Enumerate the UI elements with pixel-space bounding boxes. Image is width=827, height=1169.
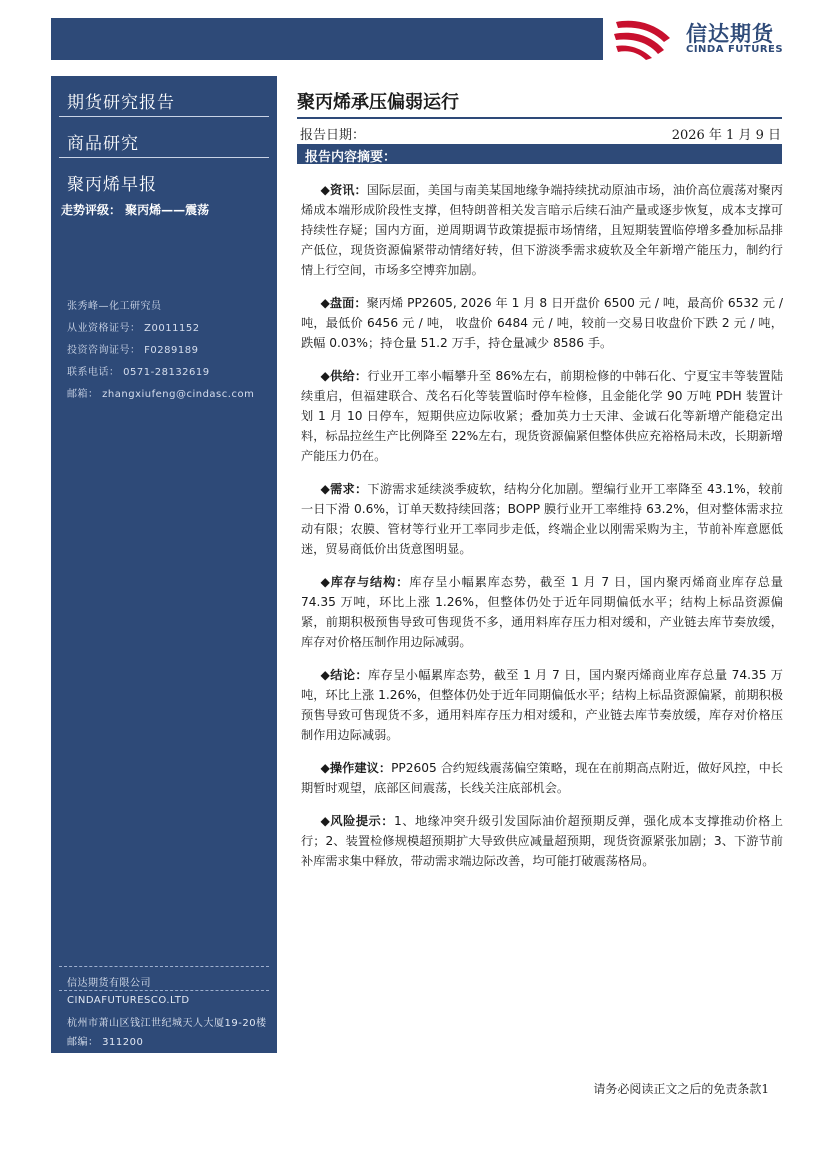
report-content (301, 180, 783, 884)
sidebar-dotted-divider (59, 966, 269, 967)
section-demand (301, 479, 783, 559)
sidebar-title-report-type: 期货研究报告 (67, 93, 175, 113)
section-market (301, 293, 783, 353)
logo-mark-icon (612, 16, 682, 60)
sidebar-divider (59, 116, 269, 117)
sidebar-title-product: 聚丙烯早报 (67, 175, 157, 195)
section-news (301, 180, 783, 280)
sidebar-title-category: 商品研究 (67, 134, 139, 154)
report-title: 聚丙烯承压偏弱运行 (297, 92, 459, 113)
qualification-number: 从业资格证号： Z0011152 (67, 323, 200, 334)
section-heading: ◆资讯： (320, 183, 367, 197)
section-body: 库存呈小幅累库态势，截至 1 月 7 日，国内聚丙烯商业库存总量 74.35 万吨，环比上涨 1.26%，但整体仍处于近年同期偏低水平；结构上标品资源偏紧，前期积极预售导致可售现货不多，通用料库存压力相对缓和，产业链去库节奏放缓，库存对价格压制作用边际减弱。 (301, 575, 783, 649)
analyst-name: 张秀峰—化工研究员 (67, 301, 162, 312)
section-heading: ◆需求： (320, 482, 368, 496)
section-heading: ◆风险提示： (320, 814, 394, 828)
section-inventory (301, 572, 783, 652)
report-date-label: 报告日期： (300, 128, 366, 143)
section-body: 行业开工率小幅攀升至 86%左右，前期检修的中韩石化、宁夏宝丰等装置陆续重启，但福建联合、茂名石化等装置临时停车检修，且金能化学 90 万吨 PDH 装置计划 1 月 10 日停车，短期供应边际收紧；叠加英力士天津、金诚石化等新增产能稳定出料，标品拉丝生产比例降至 22%左右，现货资源偏紧但整体供应充裕格局未改，长期新增产能压力仍在。 (301, 369, 784, 463)
section-conclusion (301, 665, 783, 745)
title-rule (297, 117, 782, 119)
summary-header (297, 144, 782, 164)
company-postcode: 邮编： 311200 (67, 1037, 144, 1048)
phone-number: 联系电话： 0571-28132619 (67, 367, 210, 378)
section-body: 1、地缘冲突升级引发国际油价超预期反弹，强化成本支撑推动价格上行；2、装置检修规模超预期扩大导致供应减量超预期，现货资源紧张加剧；3、下游节前补库需求集中释放，带动需求端边际改善，均可能打破震荡格局。 (301, 814, 783, 868)
disclaimer-note: 请务必阅读正文之后的免责条款1 (593, 1082, 769, 1096)
logo-name-cn: 信达期货 (686, 22, 774, 46)
section-operation (301, 758, 783, 798)
section-body: 国际层面，美国与南美某国地缘争端持续扰动原油市场，油价高位震荡对聚丙烯成本端形成阶段性支撑，但特朗普相关发言暗示后续石油产量或逐步恢复，成本支撑可持续性存疑；国内方面，逆周期调节政策提振市场情绪，且短期装置临停增多叠加标品排产低位，现货资源偏紧带动情绪好转，但下游淡季需求疲软及全年新增产能压力，制约行情上行空间，市场多空博弈加剧。 (301, 183, 783, 277)
company-logo (612, 16, 802, 60)
header-banner (51, 18, 603, 60)
company-name-cn: 信达期货有限公司 (67, 978, 151, 989)
sidebar (51, 76, 277, 1053)
section-heading: ◆结论： (320, 668, 368, 682)
section-heading: ◆操作建议： (320, 761, 392, 775)
sidebar-dotted-divider (59, 990, 269, 991)
email-address: 邮箱： zhangxiufeng@cindasc.com (67, 389, 255, 400)
company-name-en: CINDAFUTURESCO.LTD (67, 995, 190, 1006)
section-heading: ◆库存与结构： (320, 575, 410, 589)
summary-title: 报告内容摘要： (305, 150, 397, 165)
section-body: 库存呈小幅累库态势，截至 1 月 7 日，国内聚丙烯商业库存总量 74.35 万吨，环比上涨 1.26%，但整体仍处于近年同期偏低水平；结构上标品资源偏紧，前期积极预售导致可售现货不多，通用料库存压力相对缓和，产业链去库节奏放缓，库存对价格压制作用边际减弱。 (301, 668, 783, 742)
section-body: 聚丙烯 PP2605, 2026 年 1 月 8 日开盘价 6500 元 / 吨，最高价 6532 元 / 吨，最低价 6456 元 / 吨， 收盘价 6484 元 / 吨，较前一交易日收盘价下跌 2 元 / 吨，跌幅 0.03%；持仓量 51.2 万手，持仓量减少 8586 手。 (301, 296, 783, 350)
sidebar-divider (59, 157, 269, 158)
section-body: PP2605 合约短线震荡偏空策略，现在在前期高点附近，做好风控，中长期暂时观望，底部区间震荡，长线关注底部机会。 (301, 761, 783, 795)
consulting-number: 投资咨询证号： F0289189 (67, 345, 199, 356)
section-heading: ◆盘面： (320, 296, 367, 310)
company-address: 杭州市萧山区钱江世纪城天人大厦19-20楼 (67, 1018, 267, 1029)
report-date-value: 2026 年 1 月 9 日 (671, 128, 781, 143)
section-risk (301, 811, 783, 871)
logo-name-en: CINDA FUTURES (686, 44, 784, 55)
section-body: 下游需求延续淡季疲软，结构分化加剧。塑编行业开工率降至 43.1%，较前一日下滑 0.6%，订单天数持续回落；BOPP 膜行业开工率维持 63.2%，但对整体需求拉动有限；农膜、管材等行业开工率同步走低，终端企业以刚需采购为主，节前补库意愿低迷，贸易商低价出货意图明显。 (301, 482, 783, 556)
section-heading: ◆供给： (320, 369, 368, 383)
section-supply (301, 366, 783, 466)
trend-rating: 走势评级： 聚丙烯——震荡 (61, 203, 210, 217)
